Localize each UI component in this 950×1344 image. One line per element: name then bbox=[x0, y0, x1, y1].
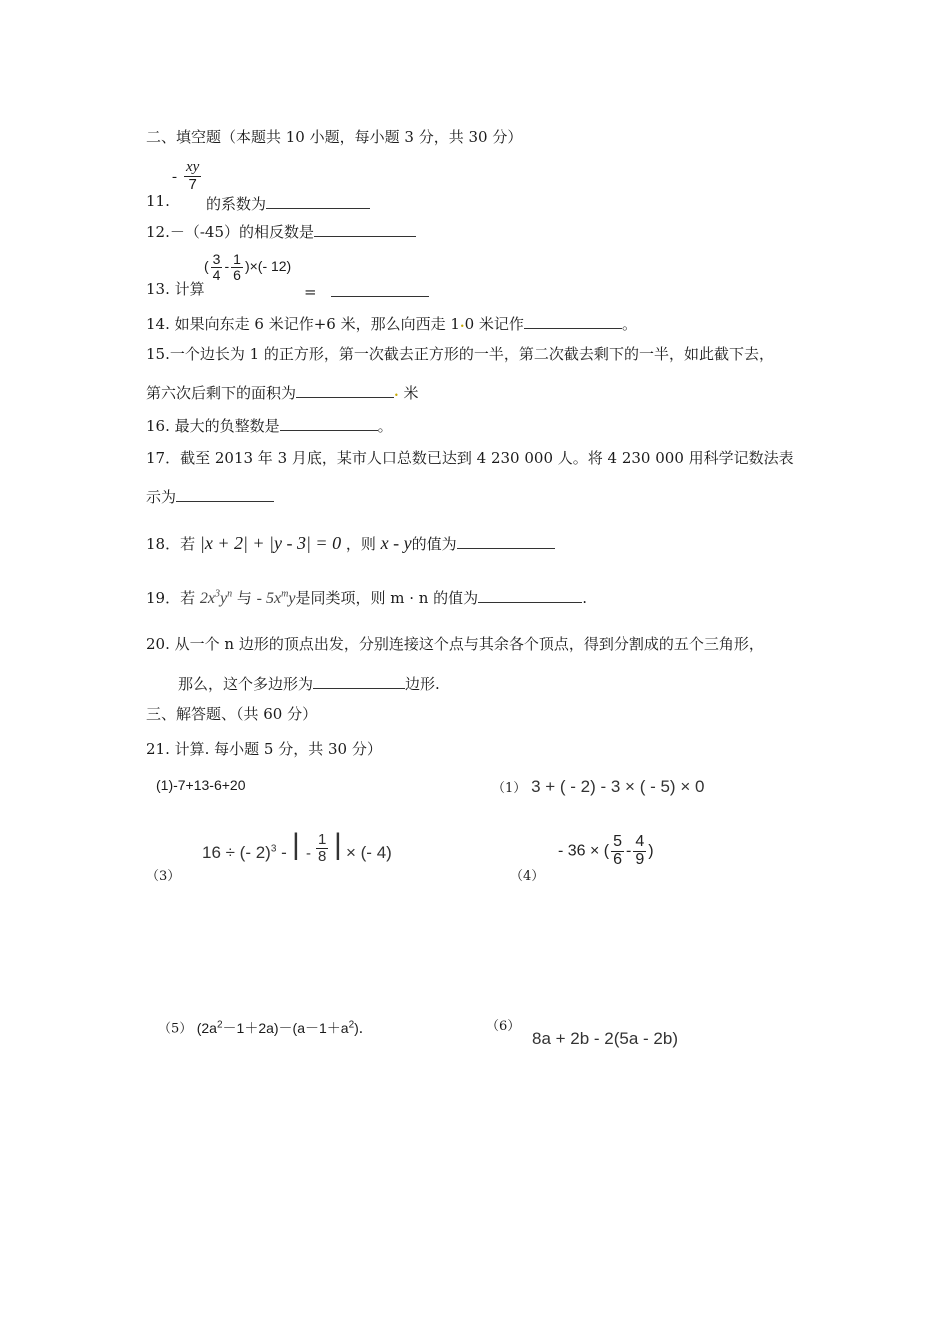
q21-p4-close: ) bbox=[648, 842, 654, 860]
q13-label: 13. 计算 bbox=[146, 280, 205, 298]
q21-p4-pre: - 36 × ( bbox=[558, 842, 610, 860]
q19-answer-blank[interactable] bbox=[478, 588, 582, 603]
q21-part-2 bbox=[492, 778, 704, 795]
q21-p3-fraction bbox=[314, 832, 330, 865]
q17-label: 示为 bbox=[146, 488, 177, 506]
q11-minus: - bbox=[172, 169, 177, 185]
q13-tail: )×(- 12) bbox=[244, 257, 292, 274]
q21-p5-b-exp: 2 bbox=[348, 1019, 355, 1030]
question-16 bbox=[146, 416, 393, 434]
q21-p3-pre: 16 ÷ (- 2) bbox=[202, 843, 271, 862]
q13-frac2-den: 6 bbox=[233, 266, 241, 283]
q13-open-paren: ( bbox=[204, 257, 209, 274]
q13-frac1-den: 4 bbox=[212, 266, 221, 283]
q21-p4-minus: - bbox=[626, 842, 632, 860]
q21-part-4 bbox=[510, 834, 710, 890]
q21-p3-num: 1 bbox=[318, 831, 327, 848]
question-14 bbox=[146, 314, 637, 332]
q21-p4-expression bbox=[558, 834, 654, 869]
q21-p5-a-exp: 2 bbox=[216, 1019, 223, 1030]
question-15-line-2 bbox=[146, 383, 419, 401]
question-20-line-2 bbox=[178, 674, 440, 692]
q11-number: 11. bbox=[146, 192, 170, 210]
q21-p4-f2-den: 9 bbox=[635, 850, 645, 868]
q21-p5-a: (2a bbox=[196, 1019, 217, 1036]
q21-p4-f2-num: 4 bbox=[635, 833, 645, 850]
q14-text-b: 0 米记作 bbox=[464, 315, 524, 333]
q21-p5-expression bbox=[197, 1020, 373, 1036]
q21-p4-f1-num: 5 bbox=[613, 833, 623, 850]
q18-then: ，则 bbox=[345, 535, 376, 553]
q11-label: 的系数为 bbox=[206, 195, 267, 213]
q19-with: 与 bbox=[236, 589, 252, 607]
q20-answer-blank[interactable] bbox=[313, 674, 405, 689]
q18-equation: |x + 2| + |y - 3| = 0 bbox=[199, 533, 342, 553]
q21-p4-f1-den: 6 bbox=[613, 850, 623, 868]
q13-frac1-num: 3 bbox=[212, 251, 221, 267]
question-19 bbox=[146, 588, 587, 607]
q14-answer-blank[interactable] bbox=[524, 314, 622, 329]
q21-p2-expression: 3 + ( - 2) - 3 × ( - 5) × 0 bbox=[531, 777, 705, 796]
q16-end: 。 bbox=[377, 417, 393, 435]
q18-expression: x - y bbox=[380, 533, 412, 553]
q19-t2-base: - 5x bbox=[256, 590, 282, 607]
q11-frac-denominator: 7 bbox=[188, 175, 197, 193]
q13-expression bbox=[204, 252, 291, 282]
q21-p5-label: （5） bbox=[158, 1021, 193, 1037]
q21-p6-label: （6） bbox=[486, 1019, 521, 1034]
q16-label: 16. 最大的负整数是 bbox=[146, 417, 280, 435]
question-20-line-1: 20. 从一个 n 边形的顶点出发，分别连接这个点与其余各个顶点，得到分割成的五个三角形， bbox=[146, 635, 764, 653]
q21-part-6 bbox=[486, 1018, 726, 1058]
section-2-heading: 二、填空题（本题共 10 小题，每小题 3 分，共 30 分） bbox=[146, 128, 523, 146]
q21-p3-abs-bar-right: | bbox=[334, 828, 342, 861]
q18-label: 的值为 bbox=[411, 535, 457, 553]
q19-label: 是同类项，则 m · n 的值为 bbox=[295, 589, 479, 607]
q13-minus: - bbox=[224, 257, 230, 274]
q13-frac2-num: 1 bbox=[233, 251, 241, 267]
q21-part-3 bbox=[146, 830, 406, 890]
q19-t1-y: y bbox=[219, 590, 228, 607]
q15-label: 第六次后剩下的面积为 bbox=[146, 384, 297, 402]
q18-answer-blank[interactable] bbox=[457, 534, 555, 549]
q13-equals: = bbox=[304, 283, 317, 301]
q21-p5-b: －1＋2a)－(a－1＋a bbox=[222, 1019, 349, 1036]
q15-mark-dot: • bbox=[394, 391, 399, 400]
q14-end: 。 bbox=[621, 315, 637, 333]
q21-p3-expression bbox=[202, 844, 287, 861]
question-17-line-1: 17．截至 2013 年 3 月底，某市人口总数已达到 4 230 000 人。将 4 230 000 用科学记数法表 bbox=[146, 449, 794, 467]
q12-answer-blank[interactable] bbox=[314, 222, 416, 237]
q19-t1-base: 2x bbox=[199, 590, 215, 607]
q21-p3-minus: - bbox=[281, 843, 287, 862]
question-18 bbox=[146, 534, 555, 552]
q21-p3-label: （3） bbox=[146, 869, 181, 884]
q21-p3-exp: 3 bbox=[270, 843, 277, 855]
q21-p6-expression: 8a + 2b - 2(5a - 2b) bbox=[532, 1029, 679, 1048]
q15-answer-blank[interactable] bbox=[296, 383, 394, 398]
q11-fraction bbox=[182, 160, 203, 193]
q21-p3-abs-bar-left: | bbox=[292, 828, 300, 861]
q11-frac-numerator: xy bbox=[186, 159, 200, 175]
question-17-line-2 bbox=[146, 487, 274, 505]
q13-answer-blank[interactable] bbox=[331, 282, 429, 297]
q12-label: 12.－（-45）的相反数是 bbox=[146, 223, 315, 241]
q11-answer-blank[interactable] bbox=[266, 194, 370, 209]
question-15-line-1: 15.一个边长为 1 的正方形，第一次截去正方形的一半，第二次截去剩下的一半，如此截下去， bbox=[146, 345, 774, 363]
question-21-heading: 21. 计算. 每小题 5 分，共 30 分） bbox=[146, 740, 382, 758]
q18-number: 18．若 bbox=[146, 535, 196, 553]
q19-t1-exp1: 3 bbox=[214, 588, 220, 600]
q15-unit: 米 bbox=[403, 384, 419, 402]
q11-text bbox=[206, 194, 370, 212]
q19-t1-exp2: n bbox=[227, 588, 233, 600]
q19-number: 19．若 bbox=[146, 589, 196, 607]
q19-term-2 bbox=[257, 590, 296, 607]
q21-p3-inner-minus: - bbox=[306, 845, 311, 862]
q21-p3-tail: × (- 4) bbox=[346, 843, 392, 862]
q20-end: 边形. bbox=[405, 675, 440, 693]
q17-answer-blank[interactable] bbox=[176, 487, 274, 502]
q19-end: . bbox=[582, 589, 587, 607]
q21-p5-c: )． bbox=[354, 1019, 373, 1036]
section-3-heading: 三、解答题、（共 60 分） bbox=[146, 705, 318, 723]
q16-answer-blank[interactable] bbox=[280, 416, 378, 431]
q19-t2-exp: m bbox=[281, 588, 289, 600]
q19-term-1 bbox=[200, 590, 232, 607]
q13-answer bbox=[304, 282, 429, 300]
q21-p2-label: （1） bbox=[492, 781, 527, 796]
question-12 bbox=[146, 222, 416, 240]
q21-part-5 bbox=[158, 1020, 373, 1036]
q20-label: 那么，这个多边形为 bbox=[178, 675, 314, 693]
q21-p3-den: 8 bbox=[318, 847, 327, 865]
q14-text-a: 14. 如果向东走 6 米记作+6 米，那么向西走 1 bbox=[146, 315, 460, 333]
q21-part-1: (1)-7+13-6+20 bbox=[156, 777, 246, 793]
q19-t2-y: y bbox=[288, 590, 296, 607]
q14-mark-dot: • bbox=[459, 322, 465, 331]
q21-p4-label: （4） bbox=[510, 869, 545, 884]
